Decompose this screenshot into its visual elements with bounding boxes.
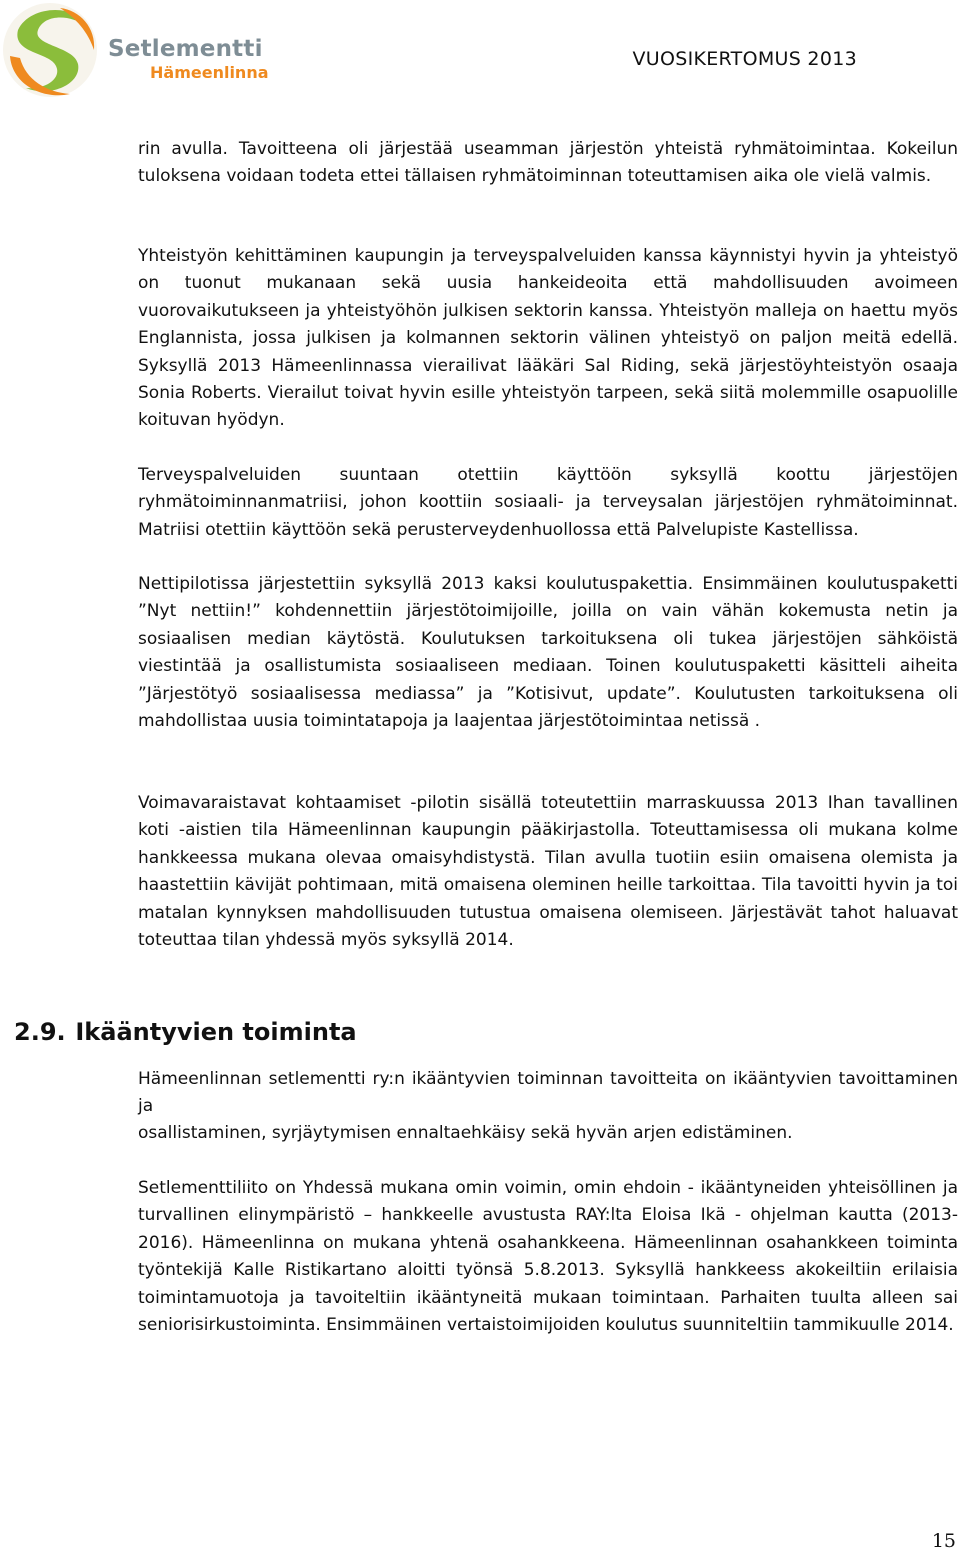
paragraph-aging-goals-continued: osallistaminen, syrjäytymisen ennaltaehkäisy sekä hyvän arjen edistäminen.: [138, 1123, 793, 1143]
paragraph-group-activity: rin avulla. Tavoitteena oli järjestää useamman järjestön yhteistä ryhmätoimintaa. Kokeilun tuloksena voidaan todeta ettei tällaisen ryhmätoiminnan toteuttamisen aika ole vielä valmis.: [138, 139, 958, 187]
logo-city: Hämeenlinna: [150, 63, 269, 82]
paragraph-net-pilot: Nettipilotissa järjestettiin syksyllä 2013 kaksi koulutuspakettia. Ensimmäinen koulutuspaketti ”Nyt nettiin!” kohdennettiin järjestötoimijoille, joilla on vain vähän kokemusta netin ja sosiaalisen median käytöstä. Koulutuksen tarkoituksena oli tukea järjestöjen sähköistä viestintää ja osallistumista sosiaaliseen mediaan. Toinen koulutuspaketti käsitteli aiheita ”Järjestötyö sosiaalisessa mediassa” ja ”Kotisivut, update”. Koulutusten tarkoituksena oli mahdollistaa uusia toimintatapoja ja laajentaa järjestötoimintaa netissä .: [138, 574, 958, 732]
section-number: 2.9.: [14, 1018, 66, 1046]
paragraph-aging-goals: Hämeenlinnan setlementti ry:n ikääntyvien toiminnan tavoitteita on ikääntyvien tavoittaminen ja: [138, 1069, 958, 1117]
page-number: 15: [931, 1530, 956, 1552]
report-title: VUOSIKERTOMUS 2013: [632, 48, 857, 70]
paragraph-cooperation: Yhteistyön kehittäminen kaupungin ja terveyspalveluiden kanssa käynnistyi hyvin ja yhteistyö on tuonut mukanaan sekä uusia hankeideoita että mahdollisuuden avoimeen vuorovaikutukseen ja yhteistyöhön julkisen sektorin kanssa. Yhteistyön malleja on haettu myös Englannista, jossa julkisen ja kolmannen sektorin välinen yhteistyö on paljon meitä edellä. Syksyllä 2013 Hämeenlinnassa vierailivat lääkäri Sal Riding, sekä järjestöyhteistyön osaaja Sonia Roberts. Vierailut toivat hyvin esille yhteistyön tarpeen, sekä siitä molemmille osapuolille koituvan hyödyn.: [138, 246, 958, 431]
paragraph-empowering-encounters: Voimavaraistavat kohtaamiset -pilotin sisällä toteutettiin marraskuussa 2013 Ihan tavallinen koti -aistien tila Hämeenlinnan kaupungin pääkirjastolla. Toteuttamisessa oli mukana kolme hankkeessa mukana olevaa omaisyhdistystä. Tilan avulla tuotiin esiin omaisena olemista ja haastettiin kävijät pohtimaan, mitä omaisena oleminen heille tarkoittaa. Tila tavoitti hyvin ja toi matalan kynnyksen mahdollisuuden tutustua omaisena olemiseen. Järjestävät tahot haluavat toteuttaa tilan yhdessä myös syksyllä 2014.: [138, 793, 958, 951]
setlementti-s-emblem-icon: [0, 0, 104, 100]
setlementti-logo: [0, 0, 270, 100]
logo-name: Setlementti: [108, 36, 263, 62]
paragraph-eloisa-ika: Setlementtiliito on Yhdessä mukana omin voimin, omin ehdoin - ikääntyneiden yhteisöllinen ja turvallinen elinympäristö – hankkeelle avustusta RAY:lta Eloisa Ikä - ohjelman kautta (2013-2016). Hämeenlinna on mukana yhtenä osahankkeena. Hämeenlinnan osahankkeen toiminta työntekijä Kalle Ristikartano aloitti työnsä 5.8.2013. Syksyllä hankkeess akokeiltiin erilaisia toimintamuotoja ja tavoiteltiin ikääntyneitä mukaan toimintaan. Parhaiten tuulta alleen sai seniorisirkustoiminta. Ensimmäinen vertaistoimijoiden koulutus suunniteltiin tammikuulle 2014.: [138, 1178, 958, 1336]
section-heading: [14, 1018, 357, 1046]
paragraph-health-services: Terveyspalveluiden suuntaan otettiin käyttöön syksyllä koottu järjestöjen ryhmätoiminnanmatriisi, johon koottiin sosiaali- ja terveysalan järjestöjen ryhmätoiminnat. Matriisi otettiin käyttöön sekä perusterveydenhuollossa että Palvelupiste Kastellissa.: [138, 465, 958, 540]
section-title: Ikääntyvien toiminta: [75, 1018, 357, 1046]
